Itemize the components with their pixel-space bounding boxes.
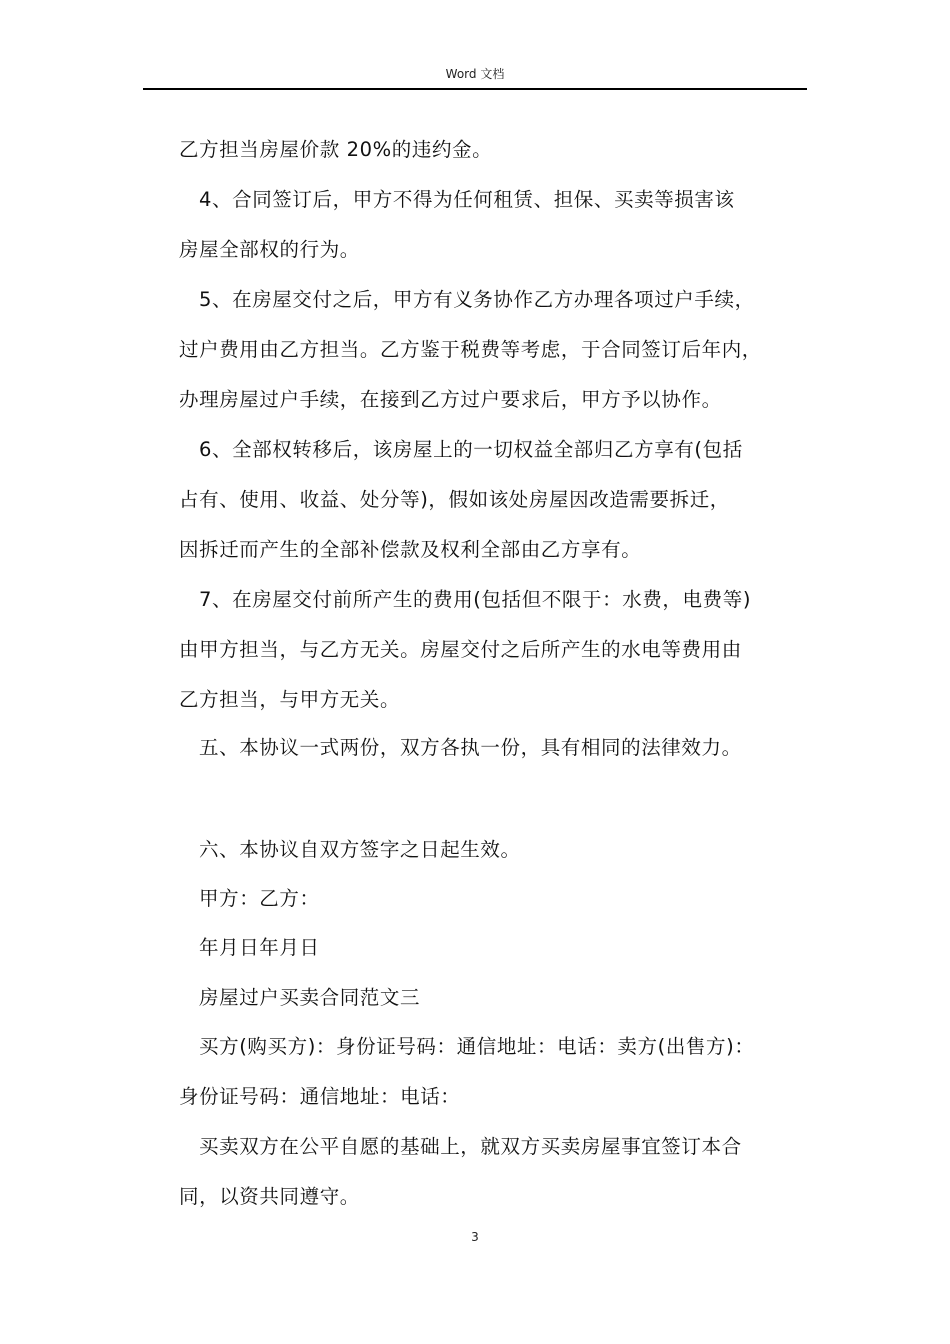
text-line: 由甲方担当，与乙方无关。房屋交付之后所产生的水电等费用由 — [179, 638, 742, 661]
text-line: 占有、使用、收益、处分等)，假如该处房屋因改造需要拆迁， — [179, 488, 730, 511]
text-line: 4、合同签订后，甲方不得为任何租赁、担保、买卖等损害该 — [199, 188, 735, 211]
text-line: 6、全部权转移后，该房屋上的一切权益全部归乙方享有(包括 — [199, 438, 743, 461]
header-title: Word 文档 — [445, 67, 505, 81]
text-line: 因拆迁而产生的全部补偿款及权利全部由乙方享有。 — [179, 538, 642, 561]
text-line: 同，以资共同遵守。 — [179, 1185, 360, 1208]
text-line: 甲方：乙方： — [199, 887, 320, 910]
text-line: 房屋过户买卖合同范文三 — [199, 986, 421, 1009]
page-number: 3 — [471, 1230, 479, 1244]
text-line: 买方(购买方)：身份证号码：通信地址：电话：卖方(出售方)： — [199, 1035, 755, 1058]
text-line: 买卖双方在公平自愿的基础上，就双方买卖房屋事宜签订本合 — [199, 1135, 742, 1158]
text-line: 房屋全部权的行为。 — [179, 238, 360, 261]
text-line: 7、在房屋交付前所产生的费用(包括但不限于：水费，电费等) — [199, 588, 752, 611]
text-line: 乙方担当房屋价款 20%的违约金。 — [179, 138, 493, 161]
text-line: 身份证号码：通信地址：电话： — [179, 1085, 461, 1108]
text-line: 过户费用由乙方担当。乙方鉴于税费等考虑，于合同签订后年内， — [179, 338, 762, 361]
page-header — [143, 64, 807, 90]
text-line: 年月日年月日 — [199, 936, 320, 959]
text-line: 5、在房屋交付之后，甲方有义务协作乙方办理各项过户手续， — [199, 288, 755, 311]
text-line: 乙方担当，与甲方无关。 — [179, 688, 401, 711]
text-line: 办理房屋过户手续，在接到乙方过户要求后，甲方予以协作。 — [179, 388, 722, 411]
text-line: 六、本协议自双方签字之日起生效。 — [199, 838, 521, 861]
text-line: 五、本协议一式两份，双方各执一份，具有相同的法律效力。 — [199, 736, 742, 759]
